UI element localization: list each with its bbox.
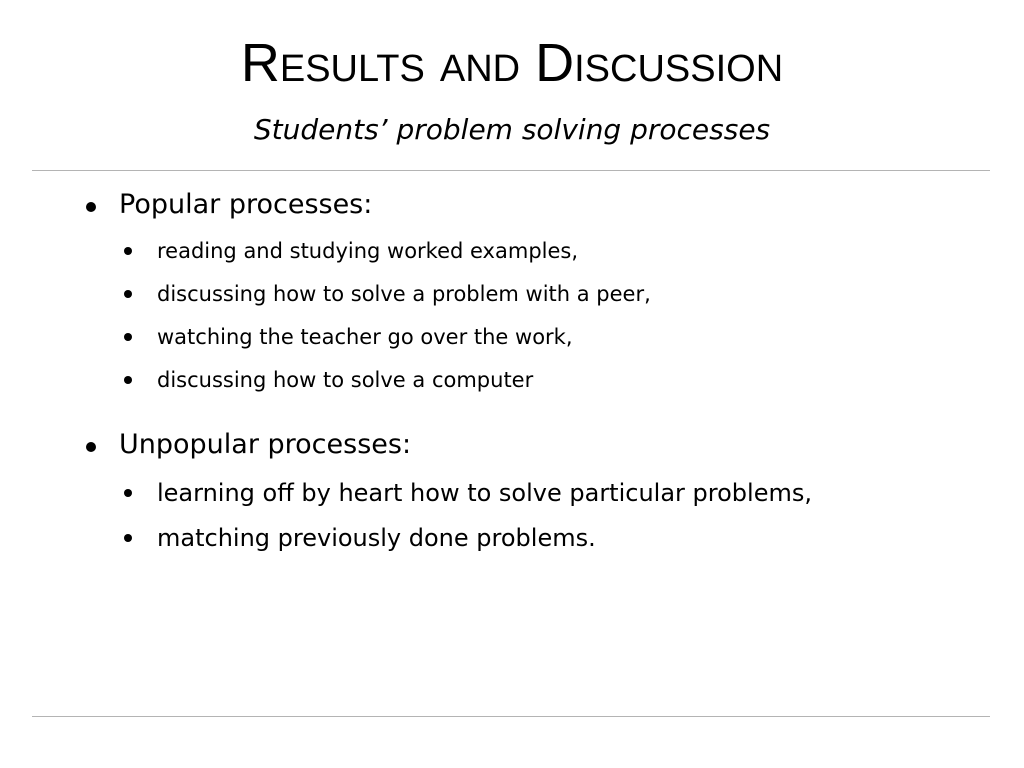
- sub-bullet-text: watching the teacher go over the work,: [157, 325, 573, 349]
- bullet-item: [80, 427, 980, 463]
- sub-bullet-list: [80, 235, 980, 407]
- bullet-dot-icon: [124, 247, 132, 255]
- sub-bullet-item: [80, 520, 980, 565]
- sub-bullet-text: discussing how to solve a problem with a peer,: [157, 282, 651, 306]
- sub-bullet-item: [80, 278, 980, 321]
- sub-bullet-item: [80, 321, 980, 364]
- bullet-dot-icon: [124, 333, 132, 341]
- bottom-divider: [32, 716, 990, 717]
- bullet-dot-icon: [124, 290, 132, 298]
- sub-bullet-item: [80, 364, 980, 407]
- bullet-dot-icon: [86, 202, 96, 212]
- slide-subtitle: Students’ problem solving processes: [253, 113, 771, 146]
- bullet-label: Unpopular processes:: [119, 429, 412, 460]
- sub-bullet-text: reading and studying worked examples,: [157, 239, 579, 263]
- bullet-dot-icon: [124, 534, 132, 542]
- sub-bullet-item: [80, 235, 980, 278]
- sub-bullet-text: matching previously done problems.: [157, 524, 596, 552]
- sub-bullet-text: discussing how to solve a computer: [157, 368, 534, 392]
- slide-title: Results and Discussion: [240, 33, 784, 93]
- sub-bullet-item: [80, 475, 980, 520]
- bullet-dot-icon: [124, 376, 132, 384]
- sub-bullet-list: [80, 475, 980, 565]
- bullet-group-popular: [80, 187, 980, 407]
- bullet-label: Popular processes:: [119, 189, 373, 220]
- bullet-dot-icon: [86, 442, 96, 452]
- top-divider: [32, 170, 990, 171]
- sub-bullet-text: learning off by heart how to solve particular problems,: [157, 479, 812, 507]
- bullet-group-unpopular: [80, 427, 980, 565]
- bullet-item: [80, 187, 980, 223]
- bullet-dot-icon: [124, 489, 132, 497]
